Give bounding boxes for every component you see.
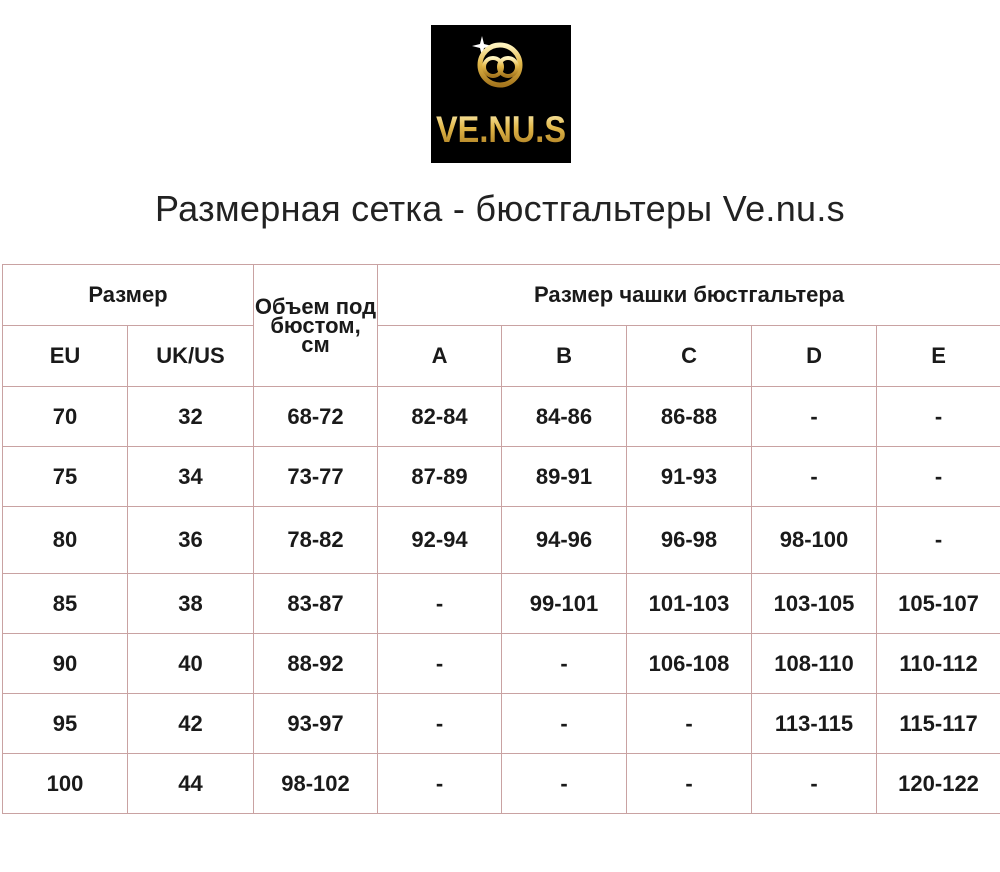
volume-cell: 73-77 xyxy=(254,447,378,507)
cup-a-cell: 82-84 xyxy=(378,387,502,447)
volume-cell: 93-97 xyxy=(254,694,378,754)
cup-a-cell: - xyxy=(378,634,502,694)
cup-a-cell: - xyxy=(378,574,502,634)
logo-text: VE.NU.S xyxy=(436,109,566,150)
uk-us-cell: 40 xyxy=(128,634,254,694)
cup-c-cell: - xyxy=(627,754,752,814)
size-group-header: Размер xyxy=(3,265,254,326)
eu-cell: 75 xyxy=(3,447,128,507)
cup-d-header: D xyxy=(752,326,877,387)
volume-cell: 88-92 xyxy=(254,634,378,694)
cup-d-cell: 108-110 xyxy=(752,634,877,694)
volume-cell: 78-82 xyxy=(254,507,378,574)
cup-d-cell: - xyxy=(752,754,877,814)
cup-c-cell: 86-88 xyxy=(627,387,752,447)
eu-cell: 100 xyxy=(3,754,128,814)
uk-us-cell: 34 xyxy=(128,447,254,507)
cup-a-cell: 92-94 xyxy=(378,507,502,574)
cup-d-cell: 98-100 xyxy=(752,507,877,574)
cup-b-cell: 89-91 xyxy=(502,447,627,507)
underbust-volume-header: Объем под бюстом, см xyxy=(254,265,378,387)
cup-a-cell: 87-89 xyxy=(378,447,502,507)
cup-e-cell: 105-107 xyxy=(877,574,1000,634)
eu-cell: 70 xyxy=(3,387,128,447)
table-row xyxy=(3,387,1000,447)
cup-e-cell: 110-112 xyxy=(877,634,1000,694)
uk-us-cell: 42 xyxy=(128,694,254,754)
volume-cell: 98-102 xyxy=(254,754,378,814)
page-title: Размерная сетка - бюстгальтеры Ve.nu.s xyxy=(155,188,845,229)
eu-cell: 90 xyxy=(3,634,128,694)
table-row xyxy=(3,694,1000,754)
cup-e-cell: - xyxy=(877,507,1000,574)
cup-b-cell: 99-101 xyxy=(502,574,627,634)
size-chart-table xyxy=(2,264,1000,814)
cup-b-cell: - xyxy=(502,634,627,694)
eu-cell: 80 xyxy=(3,507,128,574)
uk-us-cell: 38 xyxy=(128,574,254,634)
cup-c-cell: 91-93 xyxy=(627,447,752,507)
header-row-1 xyxy=(3,265,1000,326)
cup-e-header: E xyxy=(877,326,1000,387)
volume-cell: 83-87 xyxy=(254,574,378,634)
cup-b-cell: - xyxy=(502,754,627,814)
cup-e-cell: - xyxy=(877,447,1000,507)
cup-b-cell: 94-96 xyxy=(502,507,627,574)
uk-us-header: UK/US xyxy=(128,326,254,387)
cup-e-cell: - xyxy=(877,387,1000,447)
cup-c-cell: 96-98 xyxy=(627,507,752,574)
cup-b-header: B xyxy=(502,326,627,387)
header-row-2 xyxy=(3,326,1000,387)
cup-d-cell: - xyxy=(752,387,877,447)
cup-d-cell: 103-105 xyxy=(752,574,877,634)
venus-logo xyxy=(431,25,571,163)
table-row xyxy=(3,634,1000,694)
cup-e-cell: 120-122 xyxy=(877,754,1000,814)
venus-logo-graphic xyxy=(431,25,571,163)
cup-a-header: A xyxy=(378,326,502,387)
cup-c-header: C xyxy=(627,326,752,387)
cup-c-cell: 106-108 xyxy=(627,634,752,694)
cup-d-cell: - xyxy=(752,447,877,507)
cup-size-group-header: Размер чашки бюстгальтера xyxy=(378,265,1000,326)
eu-cell: 95 xyxy=(3,694,128,754)
uk-us-cell: 32 xyxy=(128,387,254,447)
table-row xyxy=(3,507,1000,574)
table-row xyxy=(3,754,1000,814)
uk-us-cell: 36 xyxy=(128,507,254,574)
eu-header: EU xyxy=(3,326,128,387)
eu-cell: 85 xyxy=(3,574,128,634)
table-row xyxy=(3,574,1000,634)
cup-b-cell: - xyxy=(502,694,627,754)
cup-d-cell: 113-115 xyxy=(752,694,877,754)
cup-c-cell: - xyxy=(627,694,752,754)
volume-cell: 68-72 xyxy=(254,387,378,447)
cup-c-cell: 101-103 xyxy=(627,574,752,634)
cup-e-cell: 115-117 xyxy=(877,694,1000,754)
cup-a-cell: - xyxy=(378,694,502,754)
table-row xyxy=(3,447,1000,507)
cup-a-cell: - xyxy=(378,754,502,814)
cup-b-cell: 84-86 xyxy=(502,387,627,447)
uk-us-cell: 44 xyxy=(128,754,254,814)
